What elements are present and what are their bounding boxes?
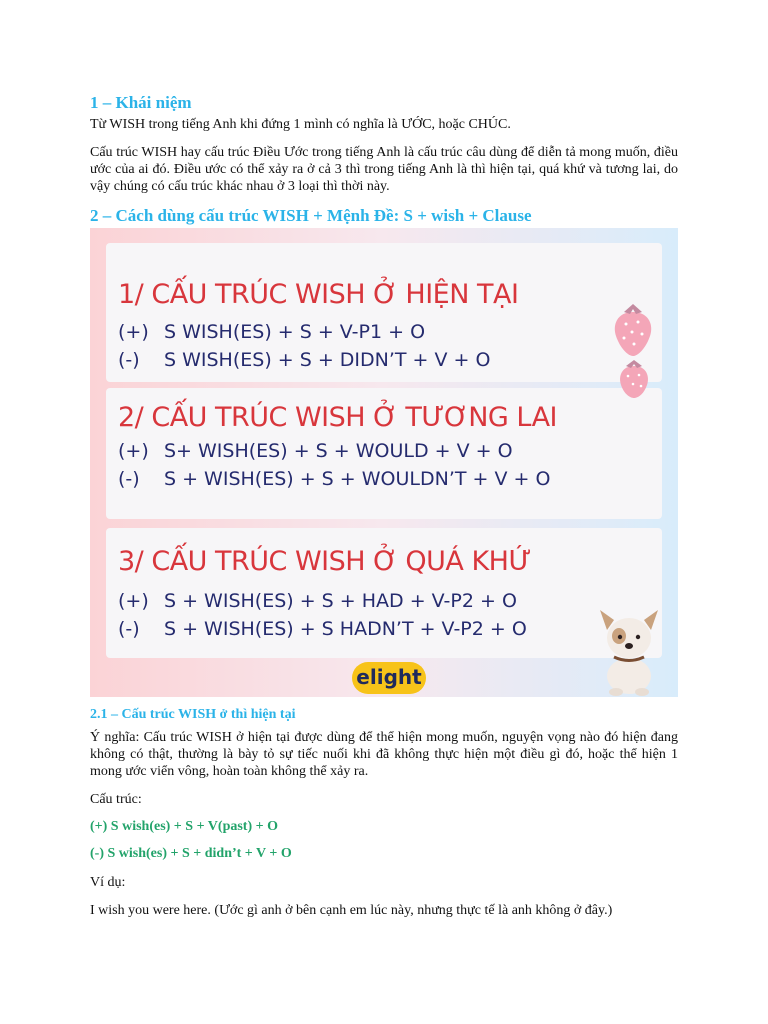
positive-sign: (+) [118, 590, 149, 612]
future-positive-formula: S+ WISH(ES) + S + WOULD + V + O [164, 440, 513, 462]
card-future [106, 388, 662, 519]
positive-sign: (+) [118, 321, 149, 343]
present-negative-formula: S WISH(ES) + S + DIDN’T + V + O [164, 349, 491, 371]
paragraph-present-meaning: Ý nghĩa: Cấu trúc WISH ở hiện tại được dùng để thể hiện mong muốn, nguyện vọng nào đó hiện đang không có thật, thường là bày tỏ sự tiếc nuối khi đã không thực hiện một điều gì đó, hoặc thể hiện 1 mong ước viển vông, hoàn toàn không thể xảy ra. [90, 730, 678, 779]
section-heading-usage: 2 – Cách dùng cấu trúc WISH + Mệnh Đề: S + wish + Clause [90, 206, 532, 225]
positive-sign: (+) [118, 440, 149, 462]
card-title-past: 3/ CẤU TRÚC WISH Ở QUÁ KHỨ [118, 546, 532, 577]
paragraph-definition: Từ WISH trong tiếng Anh khi đứng 1 mình có nghĩa là ƯỚC, hoặc CHÚC. [90, 117, 511, 132]
present-positive-formula: S WISH(ES) + S + V-P1 + O [164, 321, 426, 343]
past-positive-formula: S + WISH(ES) + S + HAD + V-P2 + O [164, 590, 517, 612]
negative-sign: (-) [118, 468, 140, 490]
positive-formula: (+) S wish(es) + S + V(past) + O [90, 819, 278, 834]
card-title-future: 2/ CẤU TRÚC WISH Ở TƯƠNG LAI [118, 402, 558, 433]
negative-sign: (-) [118, 349, 140, 371]
card-title-present: 1/ CẤU TRÚC WISH Ở HIỆN TẠI [118, 279, 519, 310]
section-heading-present: 2.1 – Cấu trúc WISH ở thì hiện tại [90, 707, 296, 722]
past-negative-formula: S + WISH(ES) + S HADN’T + V-P2 + O [164, 618, 527, 640]
card-past [106, 528, 662, 658]
wish-structure-infographic [90, 228, 678, 697]
dog-icon [596, 602, 662, 696]
example-sentence: I wish you were here. (Ước gì anh ở bên cạnh em lúc này, nhưng thực tế là anh không ở đây.) [90, 903, 613, 918]
negative-sign: (-) [118, 618, 140, 640]
future-negative-formula: S + WISH(ES) + S + WOULDN’T + V + O [164, 468, 551, 490]
negative-formula: (-) S wish(es) + S + didn’t + V + O [90, 846, 292, 861]
card-present [106, 243, 662, 382]
structure-label: Cấu trúc: [90, 792, 142, 807]
elight-logo: elight [352, 662, 426, 694]
paragraph-explanation: Cấu trúc WISH hay cấu trúc Điều Ước trong tiếng Anh là cấu trúc câu dùng để diễn tả mong muốn, điều ước của ai đó. Điều ước có thể xảy ra ở cả 3 thì trong tiếng Anh là thì hiện tại, quá khứ và tương lai, do vậy chúng có cấu trúc khác nhau ở 3 loại thì thời này. [90, 145, 678, 194]
strawberry-icon [614, 358, 654, 400]
strawberry-icon [608, 300, 658, 360]
example-label: Ví dụ: [90, 875, 126, 890]
section-heading-concept: 1 – Khái niệm [90, 93, 192, 112]
